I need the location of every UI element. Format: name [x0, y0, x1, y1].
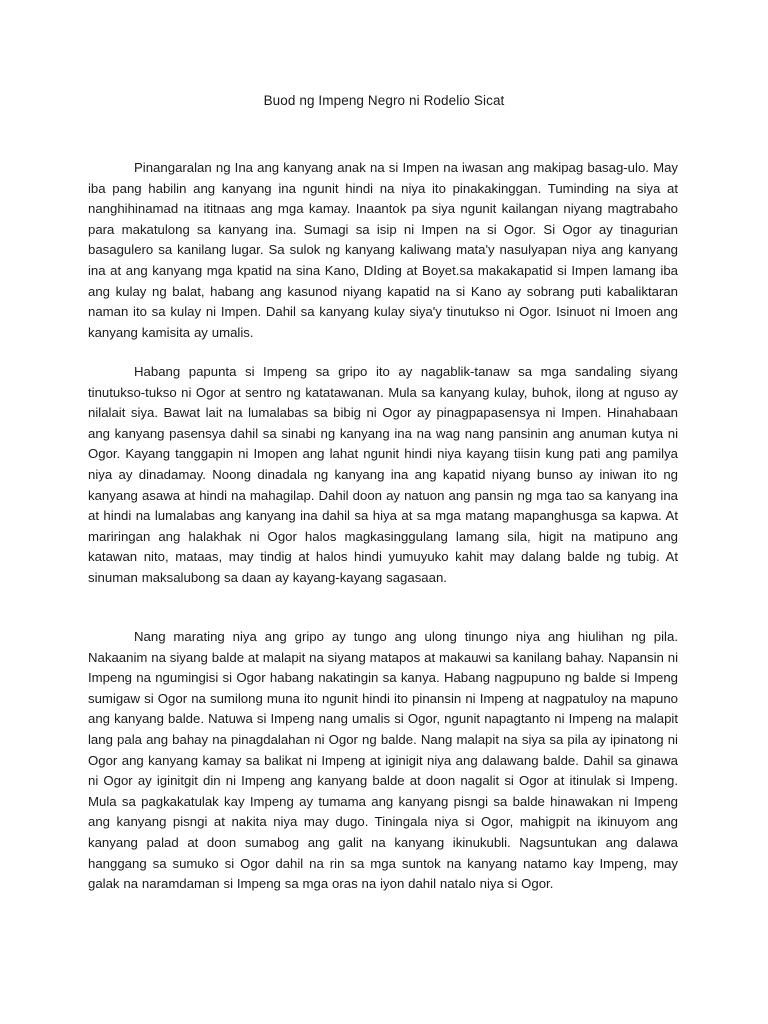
paragraph-3: Nang marating niya ang gripo ay tungo ang ulong tinungo niya ang hiulihan ng pila. Nakaanim na siyang balde at malapit na siyang matapos at makauwi sa kanilang bahay. Napansin ni Impeng na ngumingisi si Ogor habang nakatingin sa kanya. Habang nagpupuno ng balde si Impeng sumigaw si Ogor na sumilong muna ito ngunit hindi ito pinansin ni Impeng at nagpatuloy na mapuno ang kanyang balde. Natuwa si Impeng nang umalis si Ogor, ngunit napagtanto ni Impeng na malapit lang pala ang bahay na pinagdalahan ni Ogor ng balde. Nang malapit na siya sa pila ay ipinatong ni Ogor ang kanyang kamay sa balikat ni Impeng at iginigit niya ang dalawang balde. Dahil sa ginawa ni Ogor ay iginitgit din ni Impeng ang kanyang balde at doon nagalit si Ogor at itinulak si Impeng. Mula sa pagkakatulak kay Impeng ay tumama ang kanyang pisngi sa balde hinawakan ni Impeng ang kanyang pisngi at nakita niya may dugo. Tiningala niya si Ogor, mahigpit na ikinuyom ang kanyang palad at doon sumabog ang galit na kanyang ikinukubli. Nagsuntukan ang dalawa hanggang sa sumuko si Ogor dahil na rin sa mga suntok na kanyang natamo kay Impeng, may galak na naramdaman si Impeng sa mga oras na iyon dahil natalo niya si Ogor.: [88, 629, 678, 892]
document-title: Buod ng Impeng Negro ni Rodelio Sicat: [263, 93, 505, 108]
paragraph-2: Habang papunta si Impeng sa gripo ito ay nagablik-tanaw sa mga sandaling siyang tinutukso-tukso ni Ogor at sentro ng katatawanan. Mula sa kanyang kulay, buhok, ilong at nguso ay nilalait siya. Bawat lait na lumalabas sa bibig ni Ogor ay pinagpapasensya ni Impen. Hinahabaan ang kanyang pasensya dahil sa sinabi ng kanyang ina na wag nang pansinin ang anuman kutya ni Ogor. Kayang tanggapin ni Imopen ang lahat ngunit hindi niya kayang tiisin kung pati ang pamilya niya ay dinadamay. Noong dinadala ng kanyang ina ang kapatid niyang bunso ay iniwan ito ng kanyang asawa at hindi na mahagilap. Dahil doon ay natuon ang pansin ng mga tao sa kanyang ina at hindi na lumalabas ang kanyang ina dahil sa hiya at sa mga matang mapanghusga sa kapwa. At mariringan ang halakhak ni Ogor halos magkasinggulang lamang sila, higit na matipuno ang katawan nito, mataas, may tindig at halos hindi yumuyuko kahit may dalang balde ng tubig. At sinuman maksalubong sa daan ay kayang-kayang sagasaan.: [88, 364, 678, 585]
paragraph-1: Pinangaralan ng Ina ang kanyang anak na si Impen na iwasan ang makipag basag-ulo. May iba pang habilin ang kanyang ina ngunit hindi na niya ito pinakakinggan. Tuminding na siya at nanghihinamad na ititnaas ang mga kamay. Inaantok pa siya ngunit kailangan niyang magtrabaho para makatulong sa kanyang ina. Sumagi sa isip ni Impen na si Ogor. Si Ogor ay tinagurian basagulero sa kanilang lugar. Sa sulok ng kanyang kaliwang mata'y nasulyapan niya ang kanyang ina at ang kanyang mga kpatid na sina Kano, DIding at Boyet.sa makakapatid si Impen lamang iba ang kulay ng balat, habang ang kasunod niyang kapatid na si Kano ay sobrang puti kabaliktaran naman ito sa kulay ni Impen. Dahil sa kanyang kulay siya'y tinutukso ni Ogor. Isinuot ni Imoen ang kanyang kamisita ay umalis.: [88, 160, 678, 340]
